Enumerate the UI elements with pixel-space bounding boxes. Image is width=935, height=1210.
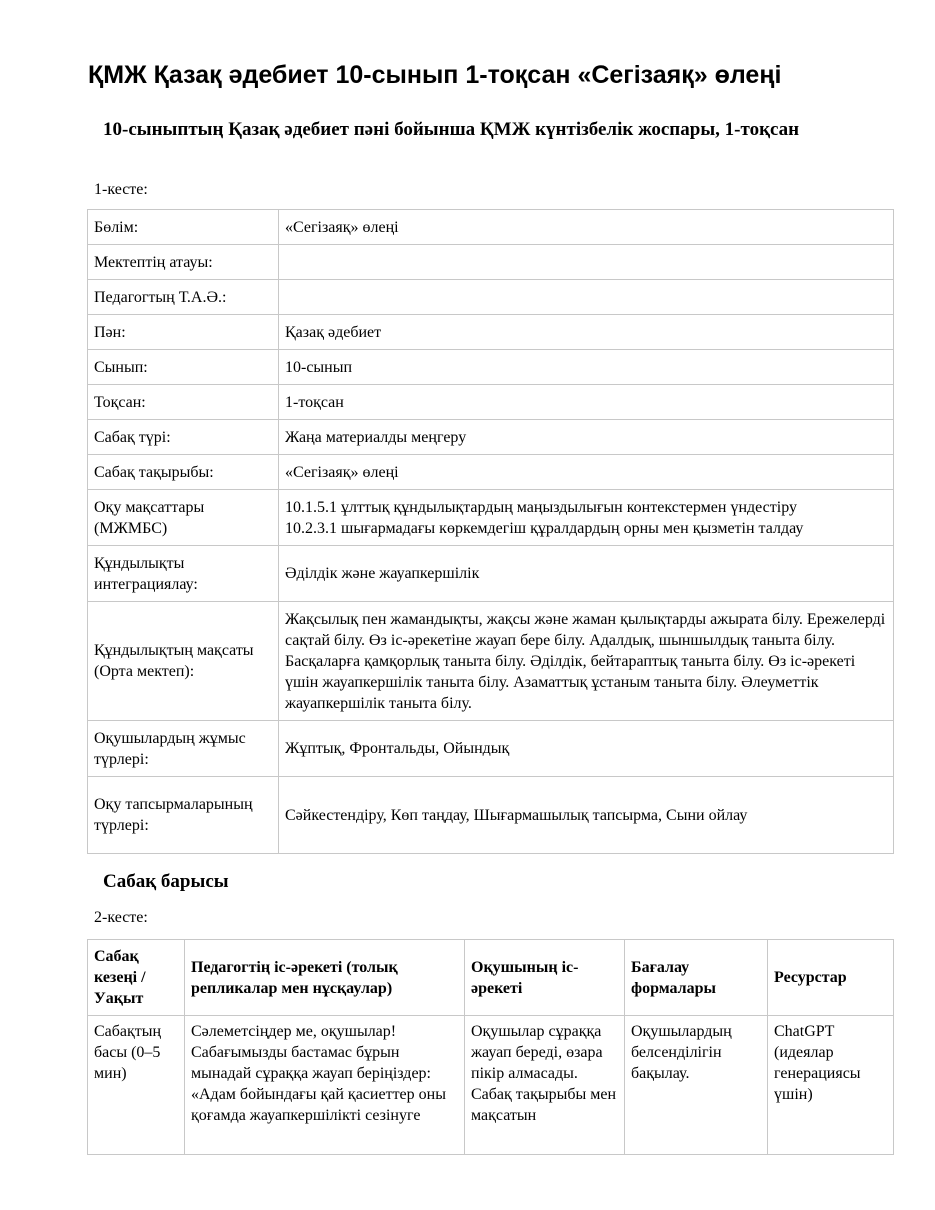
page-title: ҚМЖ Қазақ әдебиет 10-сынып 1-тоқсан «Сегізаяқ» өлеңі bbox=[88, 61, 782, 89]
row-label: Құндылықты интеграциялау: bbox=[88, 546, 279, 602]
row-value bbox=[279, 245, 894, 280]
row-label: Оқу тапсырмаларының түрлері: bbox=[88, 777, 279, 854]
row-value: «Сегізаяқ» өлеңі bbox=[279, 455, 894, 490]
row-value: Сәйкестендіру, Көп таңдау, Шығармашылық тапсырма, Сыни ойлау bbox=[279, 777, 894, 854]
student-activity-cell: Оқушылар сұраққа жауап береді, өзара пікір алмасады. Сабақ тақырыбы мен мақсатын bbox=[465, 1016, 625, 1155]
column-header: Ресурстар bbox=[768, 940, 894, 1016]
row-label: Сынып: bbox=[88, 350, 279, 385]
table-row bbox=[88, 490, 894, 546]
table-2-caption: 2-кесте: bbox=[94, 909, 148, 926]
row-value: 10-сынып bbox=[279, 350, 894, 385]
row-value: Жақсылық пен жамандықты, жақсы және жаман қылықтарды ажырата білу. Ережелерді сақтай білу. Өз іс-әрекетіне жауап бере білу. Адалдық, шыншылдық таныта білу. Басқаларға қамқорлық таныта білу. Әділдік, бейтараптық таныта білу. Өз іс-әрекеті үшін жауапкершілік таныта білу. Азаматтық ұстаным таныта білу. Әлеуметтік жауапкершілік таныта білу. bbox=[279, 602, 894, 721]
row-label: Сабақ тақырыбы: bbox=[88, 455, 279, 490]
table-header-row bbox=[88, 940, 894, 1016]
table-row bbox=[88, 546, 894, 602]
table-row bbox=[88, 315, 894, 350]
row-label: Педагогтың Т.А.Ә.: bbox=[88, 280, 279, 315]
row-label: Бөлім: bbox=[88, 210, 279, 245]
column-header: Педагогтің іс-әрекеті (толық репликалар мен нұсқаулар) bbox=[185, 940, 465, 1016]
table-row bbox=[88, 210, 894, 245]
table-row bbox=[88, 245, 894, 280]
plan-subtitle: 10-сыныптың Қазақ әдебиет пәні бойынша ҚМЖ күнтізбелік жоспары, 1-тоқсан bbox=[103, 119, 800, 140]
row-value: Жаңа материалды меңгеру bbox=[279, 420, 894, 455]
table-row bbox=[88, 385, 894, 420]
table-row bbox=[88, 1016, 894, 1155]
column-header: Сабақ кезеңі / Уақыт bbox=[88, 940, 185, 1016]
table-row bbox=[88, 455, 894, 490]
row-label: Құндылықтың мақсаты (Орта мектеп): bbox=[88, 602, 279, 721]
row-label: Мектептің атауы: bbox=[88, 245, 279, 280]
assessment-cell: Оқушылардың белсенділігін бақылау. bbox=[625, 1016, 768, 1155]
row-label: Оқушылардың жұмыс түрлері: bbox=[88, 721, 279, 777]
table-row bbox=[88, 602, 894, 721]
teacher-activity-cell: Сәлеметсіңдер ме, оқушылар! Сабағымызды бастамас бұрын мынадай сұраққа жауап беріңіздер: «Адам бойындағы қай қасиеттер оны қоғамда жауапкершілікті сезінуге bbox=[185, 1016, 465, 1155]
lesson-info-table bbox=[87, 209, 894, 854]
learning-objective: 10.2.3.1 шығармадағы көркемдегіш құралдардың орны мен қызметін талдау bbox=[285, 519, 804, 537]
row-value: Әділдік және жауапкершілік bbox=[279, 546, 894, 602]
row-label: Пән: bbox=[88, 315, 279, 350]
table-1-caption: 1-кесте: bbox=[94, 181, 148, 198]
row-label: Тоқсан: bbox=[88, 385, 279, 420]
column-header: Оқушының іс-әрекеті bbox=[465, 940, 625, 1016]
row-value: 1-тоқсан bbox=[279, 385, 894, 420]
row-value: «Сегізаяқ» өлеңі bbox=[279, 210, 894, 245]
table-row bbox=[88, 420, 894, 455]
learning-objective: 10.1.5.1 ұлттық құндылықтардың маңыздылығын контекстермен үндестіру bbox=[285, 498, 797, 516]
row-value bbox=[279, 280, 894, 315]
section-title: Сабақ барысы bbox=[103, 871, 229, 892]
table-row bbox=[88, 721, 894, 777]
table-row bbox=[88, 280, 894, 315]
stage-cell: Сабақтың басы (0–5 мин) bbox=[88, 1016, 185, 1155]
row-value bbox=[279, 490, 894, 546]
row-value: Жұптық, Фронтальды, Ойындық bbox=[279, 721, 894, 777]
row-label: Сабақ түрі: bbox=[88, 420, 279, 455]
column-header: Бағалау формалары bbox=[625, 940, 768, 1016]
table-row bbox=[88, 777, 894, 854]
row-label: Оқу мақсаттары (МЖМБС) bbox=[88, 490, 279, 546]
row-value: Қазақ әдебиет bbox=[279, 315, 894, 350]
lesson-flow-table bbox=[87, 939, 894, 1155]
table-row bbox=[88, 350, 894, 385]
resources-cell: ChatGPT (идеялар генерациясы үшін) bbox=[768, 1016, 894, 1155]
